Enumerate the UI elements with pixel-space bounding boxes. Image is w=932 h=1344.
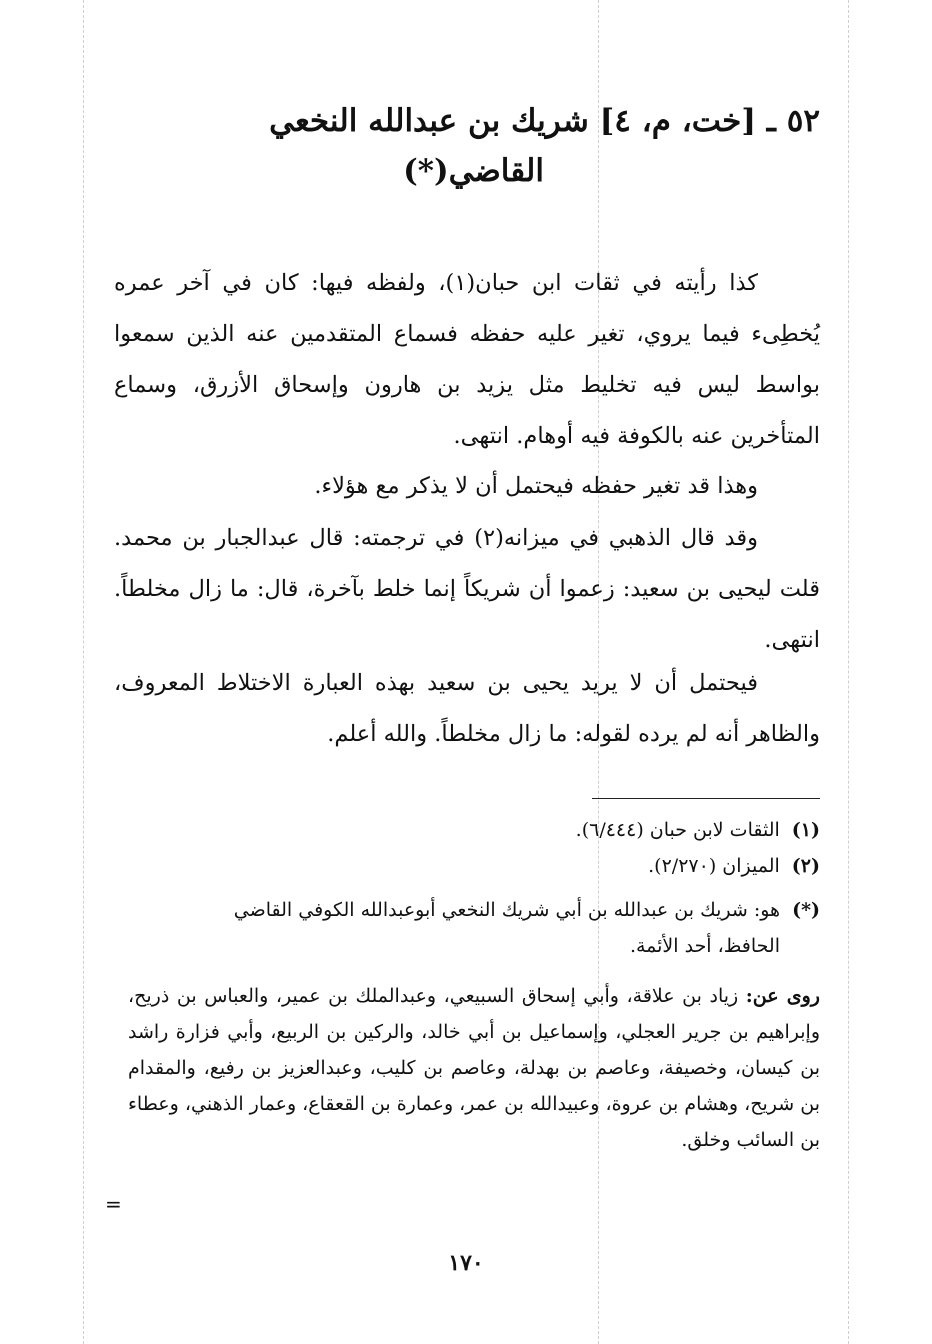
scan-guide-line xyxy=(83,0,84,1344)
footnote-star-line2: الحافظ، أحد الأئمة. xyxy=(629,935,780,957)
narrated-from-text: زياد بن علاقة، وأبي إسحاق السبيعي، وعبدالملك بن عمير، والعباس بن ذريح، وإبراهيم بن جرير العجلي، وإسماعيل بن أبي خالد، والركين بن الربيع، وأبي فزارة راشد بن كيسان، وخصيفة، وعاصم بن بهدلة، وعاصم بن كليب، وعبدالعزيز بن رفيع، والمقدام بن شريح، وهشام بن عروة، وعبيدالله بن عمر، وعمارة بن القعقاع، وعمار الذهني، وعطاء بن السائب وخلق. xyxy=(128,985,820,1151)
entry-heading xyxy=(220,96,820,196)
footnote-1-text: الثقات لابن حبان (٦/٤٤٤). xyxy=(575,819,780,841)
scan-guide-line xyxy=(848,0,849,1344)
footnote-star-number: (*) xyxy=(792,899,820,921)
footnote-2-number: (٢) xyxy=(791,855,820,877)
footnote-star-line1: هو: شريك بن عبدالله بن أبي شريك النخعي أبوعبدالله الكوفي القاضي xyxy=(233,899,781,921)
footnote-narrated-from xyxy=(128,978,820,1158)
paragraph-conclusion: فيحتمل أن لا يريد يحيى بن سعيد بهذه العبارة الاختلاط المعروف، والظاهر أنه لم يرده لقوله: ما زال مخلطاً. والله أعلم. xyxy=(114,670,820,747)
footnote-2 xyxy=(128,848,820,884)
footnote-2-text: الميزان (٢/٢٧٠). xyxy=(648,855,780,877)
page-number: ١٧٠ xyxy=(448,1250,484,1276)
footnote-biography xyxy=(128,892,820,964)
footnote-separator xyxy=(592,798,820,799)
footnote-1-number: (١) xyxy=(791,819,820,841)
entry-heading-line1: ٥٢ ـ [خت، م، ٤] شريك بن عبدالله النخعي xyxy=(269,103,820,139)
narrated-from-label: روى عن: xyxy=(745,985,820,1007)
paragraph-memory-change: وهذا قد تغير حفظه فيحتمل أن لا يذكر مع هؤلاء. xyxy=(314,473,758,499)
footnote-1 xyxy=(128,812,820,848)
paragraph-ibn-hibban: كذا رأيته في ثقات ابن حبان(١)، ولفظه فيها: كان في آخر عمره يُخطِىء فيما يروي، تغير عليه حفظه فسماع المتقدمين عنه الذين سمعوا بواسط ليس فيه تخليط مثل يزيد بن هارون وإسحاق الأزرق، وسماع المتأخرين عنه بالكوفة فيه أوهام. انتهى. xyxy=(114,270,820,449)
footnotes-section xyxy=(128,812,820,1158)
entry-heading-line2: القاضي(*) xyxy=(403,153,544,189)
paragraph-dhahabi: وقد قال الذهبي في ميزانه(٢) في ترجمته: قال عبدالجبار بن محمد. قلت ليحيى بن سعيد: زعموا أن شريكاً إنما خلط بآخرة، قال: ما زال مخلطاً. انتهى. xyxy=(114,525,820,653)
continuation-mark: = xyxy=(105,1192,122,1216)
